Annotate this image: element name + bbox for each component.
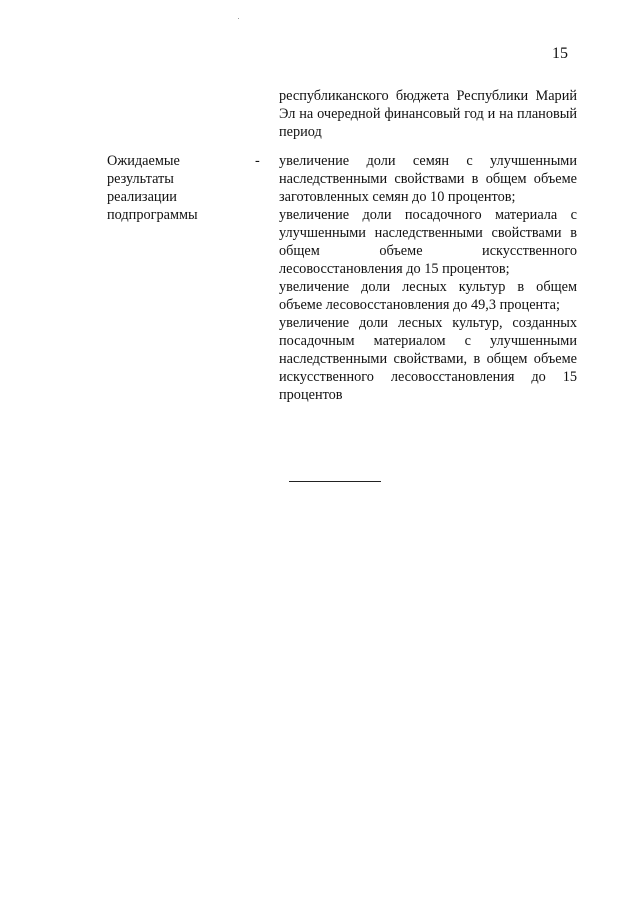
section-label-line: реализации — [107, 189, 177, 205]
closing-rule — [289, 481, 381, 482]
section-label — [107, 152, 237, 224]
section-label-line: результаты — [107, 171, 174, 187]
result-item: увеличение доли семян с улучшенными наследственными свойствами в общем объеме заготовленных семян до 10 процентов; — [279, 153, 577, 205]
result-item: увеличение доли лесных культур в общем объеме лесовосстановления до 49,3 процента; — [279, 279, 577, 313]
section-label-line: Ожидаемые — [107, 153, 180, 169]
scan-speck — [238, 18, 239, 19]
continuation-text: республиканского бюджета Республики Марий Эл на очередной финансовый год и на плановый период — [279, 88, 577, 140]
section-label-line: подпрограммы — [107, 207, 198, 223]
section-dash: - — [255, 153, 260, 169]
result-item: увеличение доли посадочного материала с улучшенными наследственными свойствами в общем объеме искусственного лесовосстановления до 15 процентов; — [279, 207, 577, 277]
result-item: увеличение доли лесных культур, созданных посадочным материалом с улучшенными наследственными свойствами, в общем объеме искусственного лесовосстановления до 15 процентов — [279, 315, 577, 403]
expected-results-list — [279, 152, 577, 404]
page-number: 15 — [552, 45, 568, 62]
